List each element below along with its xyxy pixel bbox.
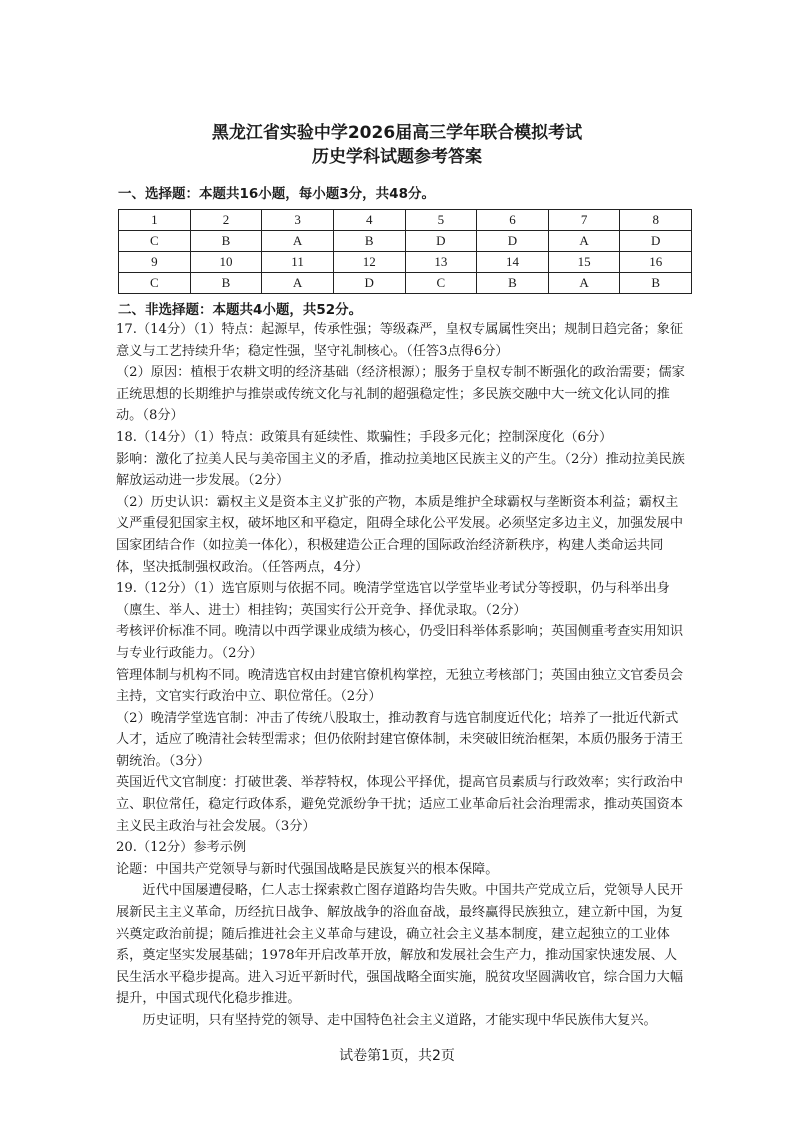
question-number-row [119, 210, 692, 231]
question-number-cell: 4 [333, 210, 405, 231]
exam-title: 黑龙江省实验中学2026届高三学年联合模拟考试 [211, 123, 583, 143]
answer-paragraph: 17.（14分）（1）特点：起源早，传承性强；等级森严，皇权专属属性突出；规制日趋完备；象征意义与工艺持续升华；稳定性强，坚守礼制核心。（任答3点得6分） [116, 322, 684, 359]
answer-paragraph: （2）历史认识：霸权主义是资本主义扩张的产物，本质是维护全球霸权与垄断资本利益；霸权主义严重侵犯国家主权，破坏地区和平稳定，阻碍全球化公平发展。必须坚定多边主义，加强发展中国家团结合作（如拉美一体化），积极建造公正合理的国际政治经济新秩序，构建人类命运共同体，坚决抵制强权政治。（任答两点，4分） [116, 494, 684, 575]
question-number-cell: 13 [405, 252, 477, 273]
answer-cell: C [119, 273, 191, 294]
answer-paragraph: （2）原因：植根于农耕文明的经济基础（经济根源）；服务于皇权专制不断强化的政治需要；儒家正统思想的长期维护与推崇或传统文化与礼制的超强稳定性；多民族交融中大一统文化认同的推动。（8分） [116, 365, 685, 424]
answer-cell: A [262, 273, 334, 294]
answer-body [116, 319, 688, 1032]
answer-cell: C [119, 231, 191, 252]
question-number-cell: 12 [333, 252, 405, 273]
answer-cell: A [262, 231, 334, 252]
answer-cell: B [333, 231, 405, 252]
answer-cell: C [405, 273, 477, 294]
essay-paragraph: 近代中国屡遭侵略，仁人志士探索救亡图存道路均告失败。中国共产党成立后，党领导人民开展新民主主义革命，历经抗日战争、解放战争的浴血奋战，最终赢得民族独立，建立新中国，为复兴奠定政治前提；随后推进社会主义革命与建设，确立社会主义基本制度，建立起独立的工业体系，奠定坚实发展基础；1978年开启改革开放，解放和发展社会生产力，推动国家快速发展、人民生活水平稳步提高。进入习近平新时代，强国战略全面实施，脱贫攻坚圆满收官，综合国力大幅提升，中国式现代化稳步推进。 [116, 883, 684, 1007]
question-number-cell: 9 [119, 252, 191, 273]
answer-cell: A [548, 273, 620, 294]
answer-key-table [118, 209, 692, 294]
answer-cell: D [620, 231, 692, 252]
question-number-cell: 5 [405, 210, 477, 231]
answer-cell: D [333, 273, 405, 294]
answer-cell: A [548, 231, 620, 252]
question-number-cell: 8 [620, 210, 692, 231]
section-1-heading: 一、选择题：本题共16小题，每小题3分，共48分。 [118, 186, 435, 202]
answer-paragraph: 19.（12分）（1）选官原则与依据不同。晚清学堂选官以学堂毕业考试分等授职，仍与科举出身（廪生、举人、进士）相挂钩；英国实行公开竞争、择优录取。（2分） [116, 581, 670, 618]
answer-cell: B [190, 231, 262, 252]
question-number-cell: 15 [548, 252, 620, 273]
section-2-heading: 二、非选择题：本题共4小题，共52分。 [118, 302, 363, 318]
question-number-cell: 6 [477, 210, 549, 231]
question-number-cell: 10 [190, 252, 262, 273]
answer-row [119, 273, 692, 294]
question-number-cell: 1 [119, 210, 191, 231]
answer-cell: D [405, 231, 477, 252]
question-number-cell: 7 [548, 210, 620, 231]
exam-subtitle: 历史学科试题参考答案 [312, 147, 482, 167]
page-footer: 试卷第1页，共2页 [339, 1048, 455, 1064]
question-number-cell: 3 [262, 210, 334, 231]
question-number-cell: 11 [262, 252, 334, 273]
answer-paragraph: 20.（12分）参考示例 [116, 840, 247, 856]
answer-cell: B [190, 273, 262, 294]
answer-paragraph: 管理体制与机构不同。晚清选官权由封建官僚机构掌控，无独立考核部门；英国由独立文官委员会主持，文官实行政治中立、职位常任。（2分） [116, 667, 684, 705]
question-number-row [119, 252, 692, 273]
essay-conclusion: 历史证明，只有坚持党的领导、走中国特色社会主义道路，才能实现中华民族伟大复兴。 [142, 1013, 657, 1028]
question-number-cell: 2 [190, 210, 262, 231]
answer-paragraph: 英国近代文官制度：打破世袭、举荐特权，体现公平择优，提高官员素质与行政效率；实行政治中立、职位常任，稳定行政体系，避免党派纷争干扰；适应工业革命后社会治理需求，推动英国资本主义民主政治与社会发展。（3分） [116, 775, 684, 834]
answer-paragraph: 论题：中国共产党领导与新时代强国战略是民族复兴的根本保障。 [116, 861, 499, 877]
answer-row [119, 231, 692, 252]
answer-paragraph: 影响：激化了拉美人民与美帝国主义的矛盾，推动拉美地区民族主义的产生。（2分）推动拉美民族解放运动进一步发展。（2分） [116, 451, 685, 489]
answer-cell: B [620, 273, 692, 294]
answer-paragraph: 18.（14分）（1）特点：政策具有延续性、欺骗性；手段多元化；控制深度化（6分） [116, 429, 613, 445]
question-number-cell: 14 [477, 252, 549, 273]
answer-paragraph: （2）晚清学堂选官制：冲击了传统八股取士，推动教育与选官制度近代化；培养了一批近代新式人才，适应了晚清社会转型需求；但仍依附封建官僚体制，未突破旧统治框架，本质仍服务于清王朝统治。（3分） [116, 710, 684, 769]
answer-cell: D [477, 231, 549, 252]
question-number-cell: 16 [620, 252, 692, 273]
answer-cell: B [477, 273, 549, 294]
answer-paragraph: 考核评价标准不同。晚清以中西学课业成绩为核心，仍受旧科举体系影响；英国侧重考查实用知识与专业行政能力。（2分） [116, 624, 684, 661]
